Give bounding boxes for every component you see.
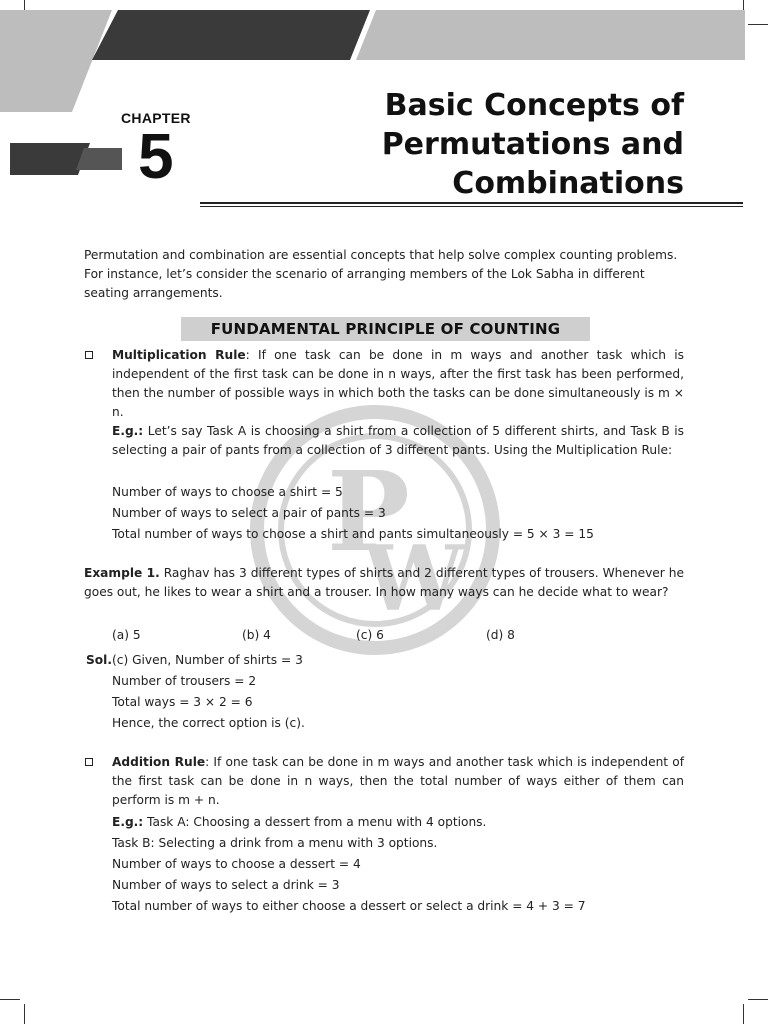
chapter-title-line: Combinations	[452, 166, 684, 201]
eg-text: Task A: Choosing a dessert from a menu with 4 options.	[143, 815, 487, 829]
chapter-title-line: Basic Concepts of	[384, 88, 684, 123]
header-light-left-shape	[0, 10, 112, 112]
addition-rule	[112, 753, 684, 810]
crop-mark	[0, 999, 20, 1000]
calc-line: Task B: Selecting a drink from a menu with 3 options.	[112, 836, 438, 850]
chapter-marker-shapes	[10, 143, 122, 175]
crop-mark	[748, 999, 768, 1000]
calc-line: Number of ways to select a pair of pants = 3	[112, 506, 386, 520]
solution-line: Number of trousers = 2	[112, 674, 257, 688]
title-rule	[200, 202, 743, 204]
title-rule	[200, 206, 743, 207]
chapter-title	[324, 86, 684, 203]
solution-label: Sol.	[86, 653, 112, 667]
watermark-letter: P	[327, 447, 410, 576]
rule-name: Addition Rule	[112, 755, 206, 769]
chapter-marker-mid	[76, 148, 122, 170]
example-1	[84, 564, 684, 602]
solution-line: Total ways = 3 × 2 = 6	[112, 695, 253, 709]
header-light-right-band	[356, 10, 745, 60]
crop-mark	[743, 1004, 744, 1024]
eg-label: E.g.:	[112, 424, 144, 438]
option-a: (a) 5	[112, 628, 141, 642]
solution-line: Hence, the correct option is (c).	[112, 716, 305, 730]
example-label: Example 1.	[84, 566, 160, 580]
crop-mark	[24, 1004, 25, 1024]
checkbox-bullet-icon	[85, 758, 93, 766]
chapter-marker-dark	[10, 143, 90, 175]
eg-text: Let’s say Task A is choosing a shirt from a collection of 5 different shirts, and Task B is selecting a pair of pants from a collection of 3 different pants. Using the Multiplication Rule:	[112, 424, 684, 457]
calc-line: Number of ways to choose a dessert = 4	[112, 857, 361, 871]
multiplication-rule	[112, 346, 684, 422]
intro-paragraph: Permutation and combination are essential concepts that help solve complex counting problems. For instance, let’s consider the scenario of arranging members of the Lok Sabha in different seating arrangements.	[84, 248, 678, 300]
option-d: (d) 8	[486, 628, 515, 642]
chapter-title-line: Permutations and	[381, 127, 684, 162]
header-dark-band	[92, 10, 370, 60]
addition-example	[112, 813, 486, 832]
chapter-label: CHAPTER	[121, 110, 191, 126]
checkbox-bullet-icon	[85, 351, 93, 359]
option-c: (c) 6	[356, 628, 384, 642]
calc-line: Total number of ways to either choose a dessert or select a drink = 4 + 3 = 7	[112, 899, 586, 913]
watermark-letter: W	[363, 526, 465, 632]
section-heading: FUNDAMENTAL PRINCIPLE OF COUNTING	[181, 317, 590, 341]
rule-text: : If one task can be done in m ways and another task which is independent of the first task can be done in n ways, then the total number of ways either of them can perform is m + n.	[112, 755, 684, 807]
option-b: (b) 4	[242, 628, 271, 642]
rule-name: Multiplication Rule	[112, 348, 246, 362]
chapter-number: 5	[138, 120, 174, 192]
rule-text: : If one task can be done in m ways and another task which is independent of the first task can be done in n ways, after the first task has been performed, then the number of possible ways in which both the tasks can be done simultaneously is m × n.	[112, 348, 684, 419]
calc-line: Total number of ways to choose a shirt and pants simultaneously = 5 × 3 = 15	[112, 527, 594, 541]
eg-label: E.g.:	[112, 815, 144, 829]
calc-line: Number of ways to choose a shirt = 5	[112, 485, 343, 499]
multiplication-example	[112, 422, 684, 460]
solution-line: (c) Given, Number of shirts = 3	[112, 653, 303, 667]
calc-line: Number of ways to select a drink = 3	[112, 878, 340, 892]
example-text: Raghav has 3 different types of shirts and 2 different types of trousers. Whenever he goes out, he likes to wear a shirt and a trouser. In how many ways can he decide what to wear?	[84, 566, 685, 599]
